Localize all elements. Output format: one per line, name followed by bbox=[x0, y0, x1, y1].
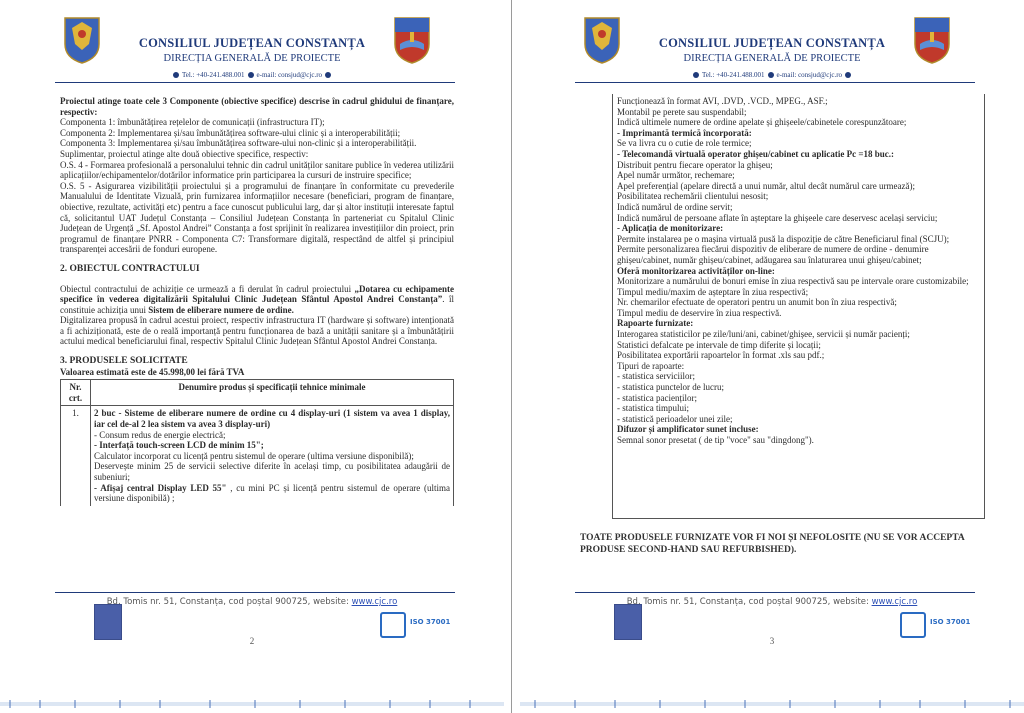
page-header bbox=[520, 0, 1024, 92]
table-row bbox=[61, 406, 454, 506]
estimated-value: Valoarea estimată este de 45.998,00 lei fără TVA bbox=[60, 366, 245, 377]
document-page-3 bbox=[520, 0, 1024, 713]
products-table bbox=[60, 379, 454, 506]
contact-phone: Tel.: +40-241.488.001 bbox=[181, 71, 245, 79]
spec-line: Statistici defalcate pe intervale de timp diferite și locații; bbox=[617, 339, 821, 350]
spec-line: Permite instalarea pe o mașina virtuală pusă la dispoziție de către Beneficiarul final (SCJU); bbox=[617, 233, 950, 244]
paragraph: Componenta 2: Implementarea și/sau îmbunătățirea software-ului clinic și a interoperabilității; bbox=[60, 127, 401, 138]
scan-strip-icon bbox=[520, 700, 1024, 708]
footer-divider bbox=[55, 592, 455, 593]
spec-line: - statistica timpului; bbox=[617, 403, 689, 414]
iso-label: ISO 37001 bbox=[410, 618, 451, 626]
paragraph: O.S. 5 - Asigurarea vizibilității proiectului și a programului de finanțare în conformitate cu prevederile Manualului de Identitate Vizuală, prin furnizarea informațiilor necesare (beneficiari, program de finanțare, obiective, rezultate, activități etc) pentru a face cunoscut publicului larg, dar și altor instituții interesate faptul că, solicitantul UAT Județul Constanța – Consiliul Județean Constanța în parteneriat cu Spitalul Clinic Județean de Urgență „Sf. Apostol Andrei” Constanța a fost sprijinit în realizarea investițiilor din proiect, prin programul de finanțare PNRR - Componenta C7: Transformare digitală, respectând de altfel și principiul transparenței accesării de fonduri europene. bbox=[60, 180, 454, 255]
new-products-notice: TOATE PRODUSELE FURNIZATE VOR FI NOI ȘI NEFOLOSITE (NU SE VOR ACCEPTA PRODUSE SECOND-HAND SAU REFURBISHED). bbox=[580, 533, 965, 555]
footer-divider bbox=[575, 592, 975, 593]
page-divider bbox=[511, 0, 512, 713]
section-heading: 3. PRODUSELE SOLICITATE bbox=[60, 356, 188, 367]
spec-line: Semnal sonor presetat ( de tip "voce" sau "dingdong"). bbox=[617, 435, 814, 445]
org-subtitle: DIRECȚIA GENERALĂ DE PROIECTE bbox=[683, 53, 861, 64]
spec-line: - Telecomandă virtuală operator ghișeu/cabinet cu aplicatie Pc =18 buc.: bbox=[617, 148, 894, 159]
bullet-icon bbox=[248, 72, 254, 78]
paragraph: Obiectul contractului de achiziție ce urmează a fi derulat în cadrul proiectului „Dotarea cu echipamente specifice în vederea digitalizării Spitalului Clinic Județean Sfântul Apostol Andrei Constanța”. îl constituie achiziția unui Sistem de eliberare numere de ordine. bbox=[60, 283, 454, 315]
bullet-icon bbox=[768, 72, 774, 78]
footer-address: Bd. Tomis nr. 51, Constanța, cod poștal 900725, website: www.cjc.ro bbox=[626, 597, 918, 607]
header-divider bbox=[575, 82, 975, 83]
table-header-row bbox=[61, 380, 454, 406]
eu-flag-icon bbox=[94, 604, 122, 640]
bullet-icon bbox=[693, 72, 699, 78]
col-nr-header: Nr. crt. bbox=[61, 380, 91, 406]
page-number: 2 bbox=[249, 636, 255, 646]
contact-email: e-mail: consjud@cjc.ro bbox=[776, 71, 843, 79]
spec-line: Difuzor și amplificator sunet incluse: bbox=[617, 424, 759, 435]
spec-line: Tipuri de rapoarte: bbox=[617, 360, 685, 371]
contact-line bbox=[0, 71, 504, 79]
paragraph: Digitalizarea propusă în cadrul acestui proiect, respectiv infrastructura IT (hardware și software) intenționată a fi achiziționată, este de o reală importanță pentru funcționarea de bază a unității sanitare și a îmbunătățirii actului medical beneficiarului final, respectiv Spitalul Clinic Județean Sfântul Apostol Andrei Constanța. bbox=[60, 315, 454, 347]
document-page-2 bbox=[0, 0, 504, 713]
iso-check-icon bbox=[900, 612, 926, 638]
website-link[interactable]: www.cjc.ro bbox=[351, 597, 398, 607]
row-number: 1. bbox=[61, 406, 91, 506]
spec-line: Monitorizare a numărului de bonuri emise în ziua respectivă sau pe intervale orare customizabile; bbox=[617, 276, 969, 287]
website-link[interactable]: www.cjc.ro bbox=[871, 597, 918, 607]
bullet-icon bbox=[325, 72, 331, 78]
spec-line: Permite personalizarea fiecărui dispozitiv de eliberare de numere de ordine - denumire ghișeu/cabinet, număr ghișeu/cabinet, adăugarea sau înlaturarea unui ghișeu/cabinet; bbox=[617, 244, 929, 265]
spec-line: Indică numărul de ordine servit; bbox=[617, 201, 733, 212]
spec-line: Funcționează în format AVI, .DVD, .VCD., MPEG., ASF.; bbox=[617, 96, 828, 106]
spec-line: Oferă monitorizarea activităților on-line: bbox=[617, 265, 775, 276]
paragraph: Componenta 1: îmbunătățirea rețelelor de comunicații (infrastructura IT); bbox=[60, 117, 325, 128]
org-title: CONSILIUL JUDEȚEAN CONSTANȚA bbox=[138, 36, 366, 50]
spec-line: - Imprimantă termică încorporată: bbox=[617, 127, 752, 138]
bullet-icon bbox=[845, 72, 851, 78]
spec-line: - statistica punctelor de lucru; bbox=[617, 382, 724, 393]
spec-line: Posibilitatea rechemării clientului nesosit; bbox=[617, 191, 769, 202]
spec-line: - statistica serviciilor; bbox=[617, 371, 695, 382]
bullet-icon bbox=[173, 72, 179, 78]
spec-line: Rapoarte furnizate: bbox=[617, 318, 694, 329]
spec-line: - statistică perioadelor unei zile; bbox=[617, 413, 733, 424]
org-title: CONSILIUL JUDEȚEAN CONSTANȚA bbox=[658, 36, 886, 50]
page-2-body bbox=[60, 96, 454, 506]
spec-line: Timpul mediu de deservire în ziua respectivă. bbox=[617, 307, 782, 318]
spec-line: Apel număr următor, rechemare; bbox=[617, 170, 735, 181]
footer-address: Bd. Tomis nr. 51, Constanța, cod poștal 900725, website: www.cjc.ro bbox=[106, 597, 398, 607]
spec-line: Posibilitatea exportării rapoartelor în format .xls sau pdf.; bbox=[617, 350, 825, 361]
iso-label: ISO 37001 bbox=[930, 618, 971, 626]
col-name-header: Denumire produs și specificații tehnice minimale bbox=[91, 380, 454, 406]
spec-line: - Aplicația de monitorizare: bbox=[617, 223, 724, 234]
paragraph: O.S. 4 - Formarea profesională a personalului tehnic din cadrul unităților sanitare publice în vederea utilizării aplicațiilor/echipamentelor/dotărilor informatice prin participarea la cursuri de instruire specifice; bbox=[60, 159, 454, 181]
contact-line bbox=[520, 71, 1024, 79]
page-number: 3 bbox=[769, 636, 775, 646]
spec-line: Distribuit pentru fiecare operator la ghișeu; bbox=[617, 159, 773, 170]
paragraph: Componenta 3: Implementarea și/sau îmbunătățirea software-ului non-clinic și a interoperabilității. bbox=[60, 138, 417, 149]
products-table-continued bbox=[612, 94, 985, 519]
spec-list bbox=[617, 96, 977, 446]
org-subtitle: DIRECȚIA GENERALĂ DE PROIECTE bbox=[163, 53, 341, 64]
row-description: 2 buc - Sisteme de eliberare numere de ordine cu 4 display-uri (1 sistem va avea 1 display, iar cel de-al 2 lea sistem va avea 3 display-uri) - Consum redus de energie electrică; - Interfață touch-screen LCD de minim 15"; Calculator incorporat cu licență pentru sistemul de operare (ultima versiune disponibilă); Deservește minim 25 de servicii selective diferite în același timp, cu posibilitatea adaugării de subeniuri; - Afișaj central Display LED 55" , cu mini PC și licență pentru sistemul de operare (ultima versiune disponibilă) ; bbox=[91, 406, 454, 506]
spec-line: Interogarea statisticilor pe zile/luni/ani, cabinet/ghișee, servicii și număr pacienți; bbox=[617, 329, 910, 340]
spec-line: Indică ultimele numere de ordine apelate și ghișeele/cabinetele corespunzătoare; bbox=[617, 117, 907, 128]
contact-email: e-mail: consjud@cjc.ro bbox=[256, 71, 323, 79]
spec-line: Timpul mediu/maxim de așteptare în ziua respectivă; bbox=[617, 286, 809, 297]
spec-line: Nr. chemarilor efectuate de operatori pentru un anumit bon în ziua respectivă; bbox=[617, 297, 897, 308]
contact-phone: Tel.: +40-241.488.001 bbox=[701, 71, 765, 79]
spec-line: Montabil pe perete sau suspendabil; bbox=[617, 106, 747, 117]
iso-check-icon bbox=[380, 612, 406, 638]
header-divider bbox=[55, 82, 455, 83]
section-heading: 2. OBIECTUL CONTRACTULUI bbox=[60, 263, 200, 274]
page-header bbox=[0, 0, 504, 92]
spec-line: Indică numărul de persoane aflate în așteptare la ghișeele care deservesc același serviciu; bbox=[617, 212, 938, 223]
spec-line: Se va livra cu o cutie de role termice; bbox=[617, 138, 752, 149]
scan-strip-icon bbox=[0, 700, 504, 708]
paragraph: Proiectul atinge toate cele 3 Componente (obiective specifice) descrise în cadrul ghidului de finanțare, respectiv: bbox=[60, 96, 454, 117]
spec-line: - statistica pacienților; bbox=[617, 392, 697, 403]
spec-line: Apel preferențial (apelare directă a unui număr, altul decât numărul care urmează); bbox=[617, 180, 915, 191]
paragraph: Suplimentar, proiectul atinge alte două obiective specifice, respectiv: bbox=[60, 148, 309, 159]
eu-flag-icon bbox=[614, 604, 642, 640]
